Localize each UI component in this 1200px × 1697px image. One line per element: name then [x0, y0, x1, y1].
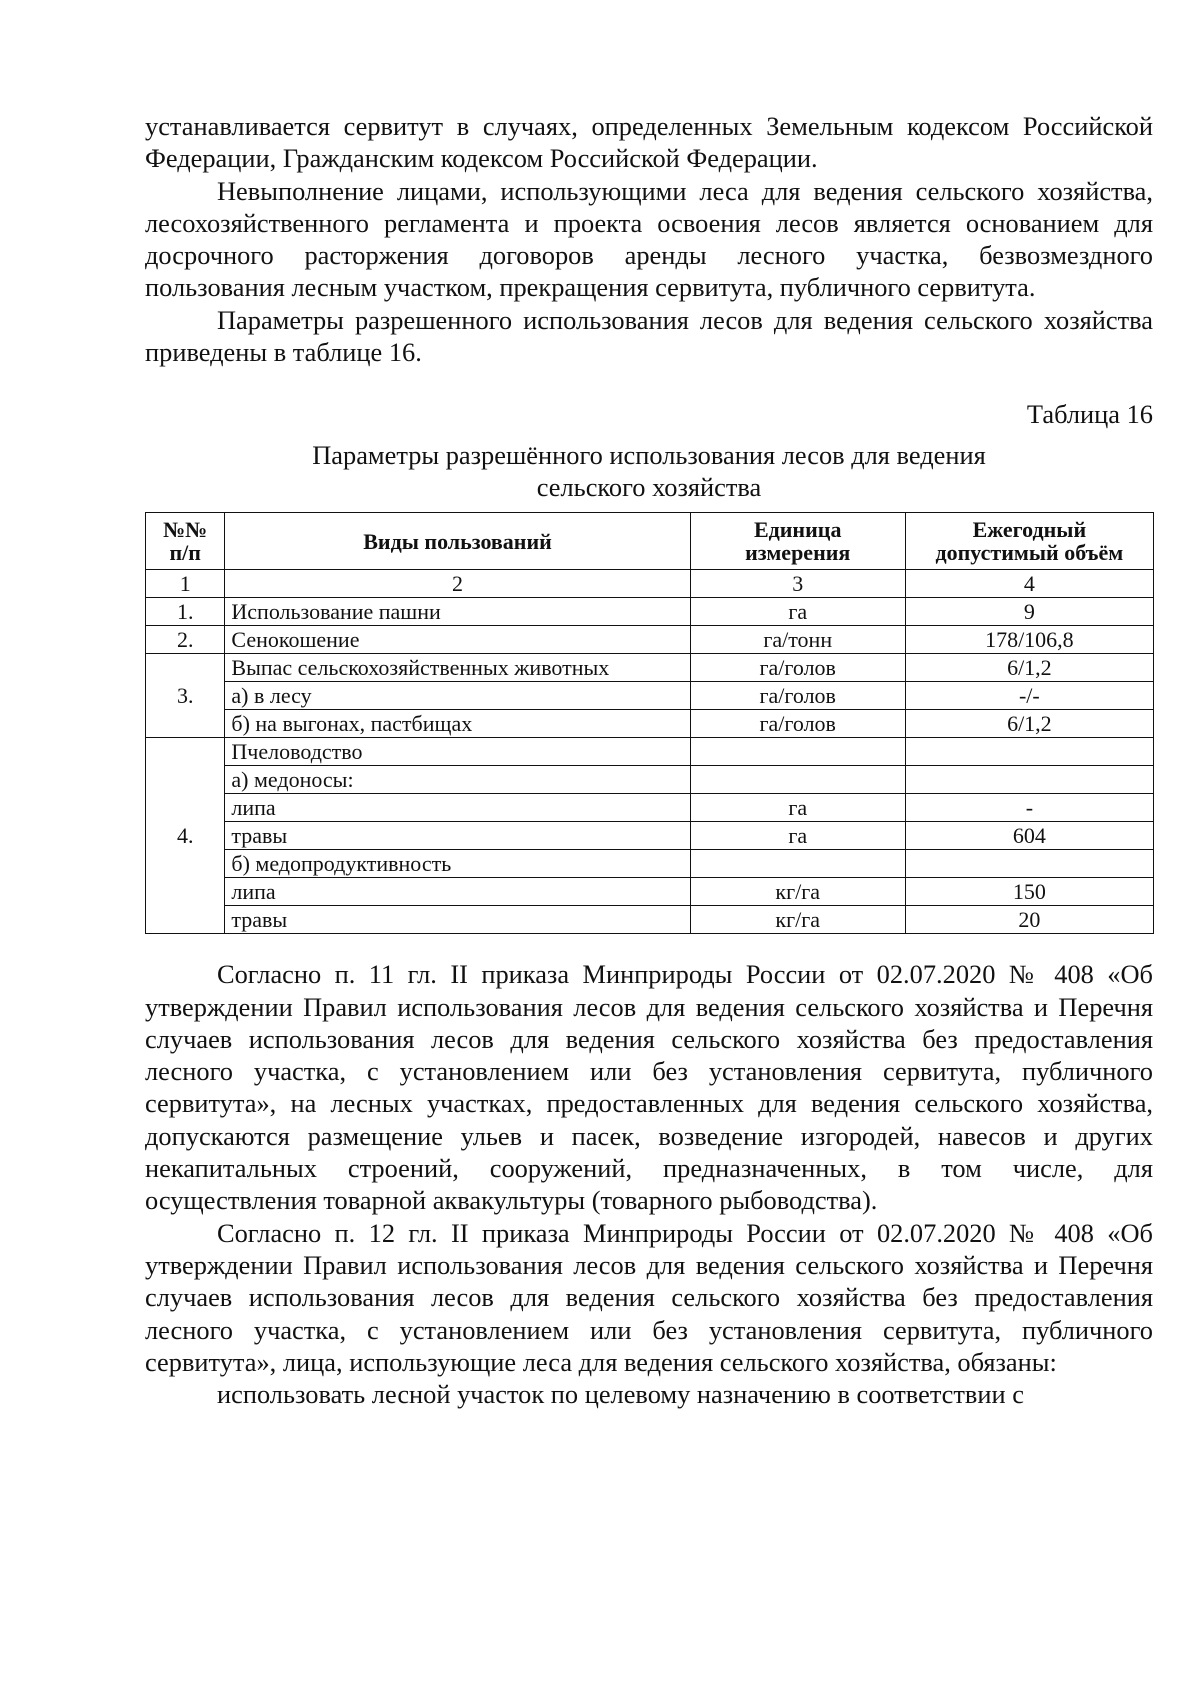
header-unit: Единица измерения — [690, 513, 905, 570]
volume-cell — [905, 738, 1153, 766]
volume-cell: 20 — [905, 906, 1153, 934]
table-row — [146, 738, 1154, 766]
unit-cell: га — [690, 598, 905, 626]
row-number-cell: 2. — [146, 626, 225, 654]
volume-cell — [905, 850, 1153, 878]
unit-cell: га — [690, 822, 905, 850]
table-row — [146, 626, 1154, 654]
volume-cell: 6/1,2 — [905, 654, 1153, 682]
paragraph-obligation-1: использовать лесной участок по целевому назначению в соответствии с — [217, 1379, 1024, 1410]
table-row — [146, 850, 1154, 878]
table-row — [146, 710, 1154, 738]
use-kind-cell: а) в лесу — [225, 682, 690, 710]
unit-cell — [690, 738, 905, 766]
volume-cell: - — [905, 794, 1153, 822]
table-row — [146, 794, 1154, 822]
use-kind-cell: а) медоносы: — [225, 766, 690, 794]
use-kind-cell: Использование пашни — [225, 598, 690, 626]
unit-cell: га/тонн — [690, 626, 905, 654]
unit-cell — [690, 850, 905, 878]
table-title-line-2: сельского хозяйства — [536, 471, 762, 502]
unit-cell: кг/га — [690, 906, 905, 934]
use-kind-cell: б) на выгонах, пастбищах — [225, 710, 690, 738]
column-number-cell: 3 — [690, 570, 905, 598]
use-kind-cell: б) медопродуктивность — [225, 850, 690, 878]
unit-cell: га — [690, 794, 905, 822]
unit-cell: га/голов — [690, 654, 905, 682]
volume-cell — [905, 766, 1153, 794]
column-number-cell: 1 — [146, 570, 225, 598]
permitted-use-table — [145, 512, 1154, 934]
use-kind-cell: Выпас сельскохозяйственных животных — [225, 654, 690, 682]
table-row — [146, 654, 1154, 682]
row-number-cell: 4. — [146, 738, 225, 934]
volume-cell: -/- — [905, 682, 1153, 710]
column-number-row — [146, 570, 1154, 598]
row-number-cell: 1. — [146, 598, 225, 626]
unit-cell: га/голов — [690, 682, 905, 710]
use-kind-cell: Пчеловодство — [225, 738, 690, 766]
volume-cell: 9 — [905, 598, 1153, 626]
table-row — [146, 878, 1154, 906]
paragraph-clause-12: Согласно п. 12 гл. II приказа Минприроды России от 02.07.2020 № 408 «Об утверждении Правил использования лесов для ведения сельского хозяйства и Перечня случаев использования лесов для ведения сельского хозяйства без предоставления лесного участка, с установлением или без установления сервитута, публичного сервитута», лица, использующие леса для ведения сельского хозяйства, обязаны: — [145, 1217, 1153, 1377]
use-kind-cell: травы — [225, 906, 690, 934]
column-number-cell: 2 — [225, 570, 690, 598]
unit-cell: га/голов — [690, 710, 905, 738]
volume-cell: 178/106,8 — [905, 626, 1153, 654]
table-row — [146, 906, 1154, 934]
header-number: №№ п/п — [146, 513, 225, 570]
paragraph-servitude-cases: устанавливается сервитут в случаях, определенных Земельным кодексом Российской Федерации, Гражданским кодексом Российской Федерации. — [145, 111, 1153, 174]
header-annual-volume: Ежегодный допустимый объём — [905, 513, 1153, 570]
table-title-line-1: Параметры разрешённого использования лесов для ведения — [312, 439, 986, 470]
row-number-cell: 3. — [146, 654, 225, 738]
header-kind: Виды пользований — [225, 513, 690, 570]
column-number-cell: 4 — [905, 570, 1153, 598]
unit-cell — [690, 766, 905, 794]
paragraph-non-compliance: Невыполнение лицами, использующими леса для ведения сельского хозяйства, лесохозяйственного регламента и проекта освоения лесов является основанием для досрочного расторжения договоров аренды лесного участка, безвозмездного пользования лесным участком, прекращения сервитута, публичного сервитута. — [145, 175, 1153, 303]
use-kind-cell: липа — [225, 794, 690, 822]
unit-cell: кг/га — [690, 878, 905, 906]
table-label: Таблица 16 — [1026, 399, 1153, 430]
volume-cell: 6/1,2 — [905, 710, 1153, 738]
table-row — [146, 598, 1154, 626]
volume-cell: 604 — [905, 822, 1153, 850]
table-row — [146, 682, 1154, 710]
paragraph-clause-11: Согласно п. 11 гл. II приказа Минприроды России от 02.07.2020 № 408 «Об утверждении Правил использования лесов для ведения сельского хозяйства и Перечня случаев использования лесов для ведения сельского хозяйства без предоставления лесного участка, с установлением или без установления сервитута, публичного сервитута», на лесных участках, предоставленных для ведения сельского хозяйства, допускаются размещение ульев и пасек, возведение изгородей, навесов и других некапитальных строений, сооружений, предназначенных, в том числе, для осуществления товарной аквакультуры (товарного рыбоводства). — [145, 959, 1153, 1216]
table-header-row — [146, 513, 1154, 570]
table-row — [146, 822, 1154, 850]
use-kind-cell: травы — [225, 822, 690, 850]
use-kind-cell: Сенокошение — [225, 626, 690, 654]
document-page — [145, 110, 1153, 1410]
paragraph-parameters-reference: Параметры разрешенного использования лесов для ведения сельского хозяйства приведены в таблице 16. — [145, 304, 1153, 368]
volume-cell: 150 — [905, 878, 1153, 906]
use-kind-cell: липа — [225, 878, 690, 906]
table-row — [146, 766, 1154, 794]
